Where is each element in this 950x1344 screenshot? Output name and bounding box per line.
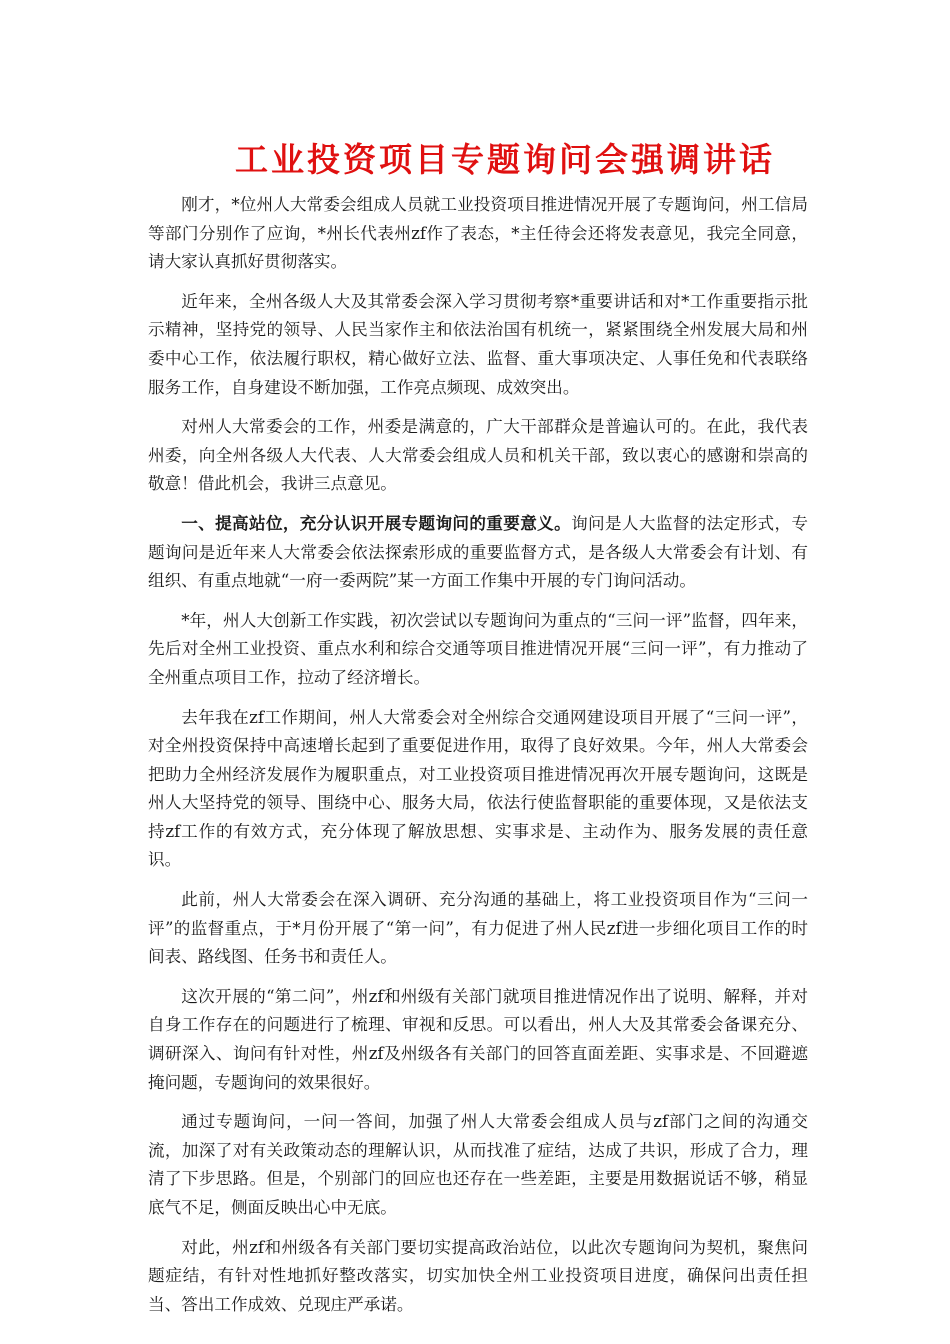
paragraph bbox=[148, 1107, 808, 1222]
paragraph bbox=[148, 703, 808, 876]
paragraph bbox=[148, 287, 808, 402]
section-heading: 一、提高站位，充分认识开展专题询问的重要意义。 bbox=[181, 512, 572, 533]
paragraph bbox=[148, 606, 808, 693]
paragraph-text: *年，州人大创新工作实践，初次尝试以专题询问为重点的“三问一评”监督，四年来，先后对全州工业投资、重点水利和综合交通等项目推进情况开展“三问一评”，有力推动了全州重点项目工作，拉动了经济增长。 bbox=[148, 610, 808, 687]
paragraph-text: 对此，州zf和州级各有关部门要切实提高政治站位，以此次专题询问为契机，聚焦问题症结，有针对性地抓好整改落实，切实加快全州工业投资项目进度，确保问出责任担当、答出工作成效、兑现庄严承诺。 bbox=[148, 1237, 808, 1314]
document-body bbox=[148, 190, 808, 1329]
paragraph bbox=[148, 190, 808, 277]
paragraph-text: 此前，州人大常委会在深入调研、充分沟通的基础上，将工业投资项目作为“三问一评”的监督重点，于*月份开展了“第一问”，有力促进了州人民zf进一步细化项目工作的时间表、路线图、任务书和责任人。 bbox=[148, 890, 808, 967]
paragraph-text: 刚才，*位州人大常委会组成人员就工业投资项目推进情况开展了专题询问，州工信局等部门分别作了应询，*州长代表州zf作了表态，*主任待会还将发表意见，我完全同意，请大家认真抓好贯彻落实。 bbox=[148, 195, 808, 272]
paragraph bbox=[148, 982, 808, 1097]
document-title: 工业投资项目专题询问会强调讲话 bbox=[235, 140, 775, 179]
paragraph-text: 这次开展的“第二问”，州zf和州级有关部门就项目推进情况作出了说明、解释，并对自身工作存在的问题进行了梳理、审视和反思。可以看出，州人大及其常委会备课充分、调研深入、询问有针对性，州zf及州级各有关部门的回答直面差距、实事求是、不回避遮掩问题，专题询问的效果很好。 bbox=[148, 986, 808, 1092]
paragraph-text: 去年我在zf工作期间，州人大常委会对全州综合交通网建设项目开展了“三问一评”，对全州投资保持中高速增长起到了重要促进作用，取得了良好效果。今年，州人大常委会把助力全州经济发展作为履职重点，对工业投资项目推进情况再次开展专题询问，这既是州人大坚持党的领导、围绕中心、服务大局，依法行使监督职能的重要体现，又是依法支持zf工作的有效方式，充分体现了解放思想、实事求是、主动作为、服务发展的责任意识。 bbox=[148, 707, 808, 870]
paragraph-text: 对州人大常委会的工作，州委是满意的，广大干部群众是普遍认可的。在此，我代表州委，向全州各级人大代表、人大常委会组成人员和机关干部，致以衷心的感谢和崇高的敬意！借此机会，我讲三点意见。 bbox=[148, 417, 808, 494]
paragraph bbox=[148, 509, 808, 596]
paragraph bbox=[148, 412, 808, 499]
paragraph bbox=[148, 1233, 808, 1320]
paragraph-text: 询问是人大监督的法定形式，专题询问是近年来人大常委会依法探索形成的重要监督方式，是各级人大常委会有计划、有组织、有重点地就“一府一委两院”某一方面工作集中开展的专门询问活动。 bbox=[148, 513, 809, 591]
paragraph-text: 通过专题询问，一问一答间，加强了州人大常委会组成人员与zf部门之间的沟通交流，加深了对有关政策动态的理解认识，从而找准了症结，达成了共识，形成了合力，理清了下步思路。但是，个别部门的回应也还存在一些差距，主要是用数据说话不够，稍显底气不足，侧面反映出心中无底。 bbox=[148, 1112, 808, 1217]
paragraph bbox=[148, 885, 808, 972]
paragraph-text: 近年来，全州各级人大及其常委会深入学习贯彻考察*重要讲话和对*工作重要指示批示精神，坚持党的领导、人民当家作主和依法治国有机统一，紧紧围绕全州发展大局和州委中心工作，依法履行职权，精心做好立法、监督、重大事项决定、人事任免和代表联络服务工作，自身建设不断加强，工作亮点频现、成效突出。 bbox=[148, 291, 808, 397]
